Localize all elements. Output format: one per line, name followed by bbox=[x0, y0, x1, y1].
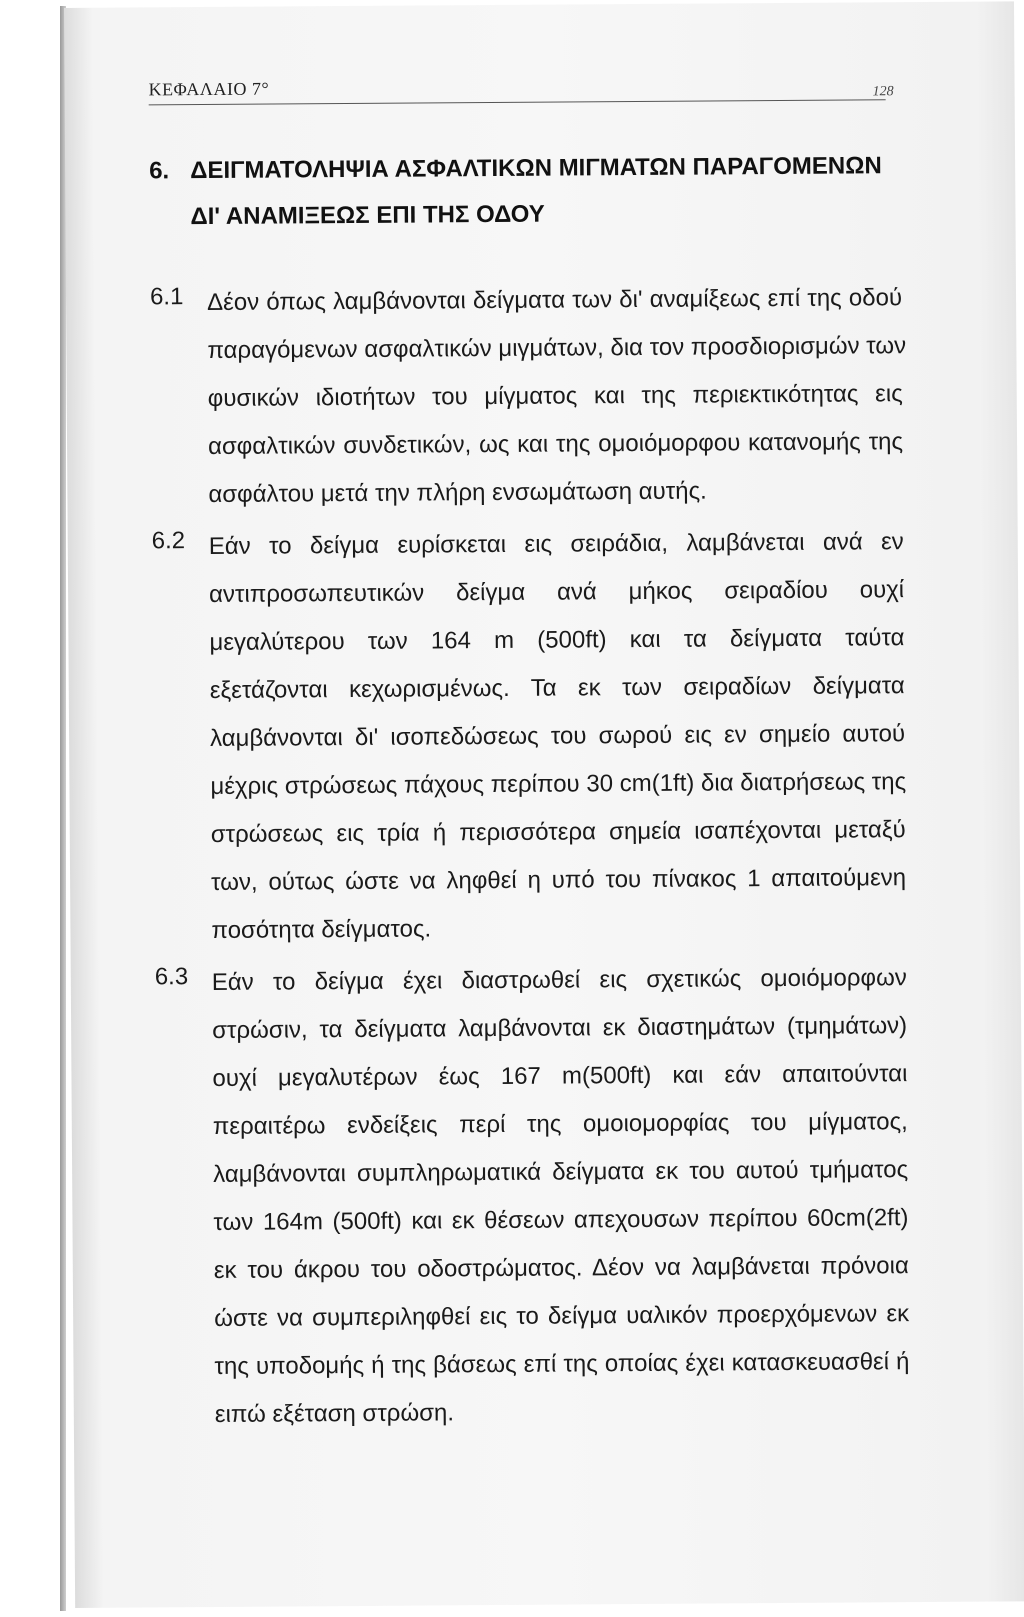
paragraph-line: μέχρις στρώσεως πάχους περίπου 30 cm(1ft) δια διατρήσεως της bbox=[210, 768, 907, 800]
paragraph-number: 6.2 bbox=[151, 527, 186, 555]
paragraph-number: 6.3 bbox=[154, 963, 189, 991]
section-title-line-1: ΔΕΙΓΜΑΤΟΛΗΨΙΑ ΑΣΦΑΛΤΙΚΩΝ ΜΙΓΜΑΤΩΝ ΠΑΡΑΓΟΜΕΝΩΝ bbox=[190, 152, 882, 185]
paragraph-line: ώστε να συμπεριληφθεί εις το δείγμα υαλικόν προερχόμενων εκ bbox=[214, 1300, 910, 1332]
paragraph-line: εκ του άκρου του οδοστρώματος. Δέον να λαμβάνεται πρόνοια bbox=[213, 1252, 909, 1284]
paragraph-line: περαιτέρω ενδείξεις περί της ομοιομορφίας του μίγματος, bbox=[212, 1108, 908, 1140]
chapter-header: ΚΕΦΑΛΑΙΟ 7° bbox=[148, 78, 270, 100]
section-title-line-2: ΔΙ' ΑΝΑΜΙΞΕΩΣ ΕΠΙ ΤΗΣ ΟΔΟΥ bbox=[190, 200, 545, 231]
paragraph-line: μεγαλύτερου των 164 m (500ft) και τα δείγματα ταύτα bbox=[209, 624, 905, 656]
paragraph-line: Εάν το δείγμα έχει διαστρωθεί εις σχετικώς ομοιόμορφων bbox=[211, 964, 907, 996]
paragraph-line: ασφάλτου μετά την πλήρη ενσωμάτωση αυτής. bbox=[208, 477, 707, 509]
header-rule bbox=[149, 99, 886, 105]
paragraph-line: ουχί μεγαλυτέρων έως 167 m(500ft) και εάν απαιτούνται bbox=[212, 1060, 908, 1092]
section-number: 6. bbox=[149, 157, 170, 185]
paragraph-line: στρώσιν, τα δείγματα λαμβάνονται εκ διαστημάτων (τμημάτων) bbox=[212, 1012, 908, 1044]
paragraph-line: των 164m (500ft) και εκ θέσεων απεχουσων περίπου 60cm(2ft) bbox=[213, 1204, 909, 1236]
book-page bbox=[64, 1, 1024, 1608]
paragraph-line: λαμβάνονται δι' ισοπεδώσεως του σωρού εις εν σημείο αυτού bbox=[210, 720, 906, 752]
paragraph-line: παραγόμενων ασφαλτικών μιγμάτων, δια τον προσδιορισμών των bbox=[207, 332, 907, 365]
paragraph-line: ασφαλτικών συνδετικών, ως και της ομοιόμορφου κατανομής της bbox=[207, 428, 904, 461]
paragraph-line: Εάν το δείγμα ευρίσκεται εις σειράδια, λαμβάνεται ανά εν bbox=[208, 528, 904, 561]
page-number: 128 bbox=[872, 84, 894, 100]
paragraph-line: στρώσεως εις τρία ή περισσότερα σημεία ισαπέχονται μεταξύ bbox=[210, 816, 906, 848]
paragraph-line: ποσότητα δείγματος. bbox=[211, 915, 432, 944]
paragraph-line: της υποδομής ή της βάσεως επί της οποίας έχει κατασκευασθεί ή bbox=[214, 1348, 910, 1380]
paragraph-line: Δέον όπως λαμβάνονται δείγματα των δι' αναμίξεως επί της οδού bbox=[206, 284, 903, 317]
paragraph-line: των, ούτως ώστε να ληφθεί η υπό του πίνακος 1 απαιτούμενη bbox=[211, 864, 907, 896]
paragraph-line: εξετάζονται κεχωρισμένως. Τα εκ των σειραδίων δείγματα bbox=[209, 672, 905, 704]
paragraph-line: λαμβάνονται συμπληρωματικά δείγματα εκ του αυτού τμήματος bbox=[213, 1156, 909, 1188]
paragraph-number: 6.1 bbox=[149, 283, 184, 311]
paragraph-line: φυσικών ιδιοτήτων του μίγματος και της περιεκτικότητας εις bbox=[207, 380, 903, 413]
paragraph-line: αντιπροσωπευτικών δείγμα ανά μήκος σειραδίου ουχί bbox=[209, 576, 905, 609]
paragraph-line: ειπώ εξέταση στρώση. bbox=[214, 1399, 455, 1428]
